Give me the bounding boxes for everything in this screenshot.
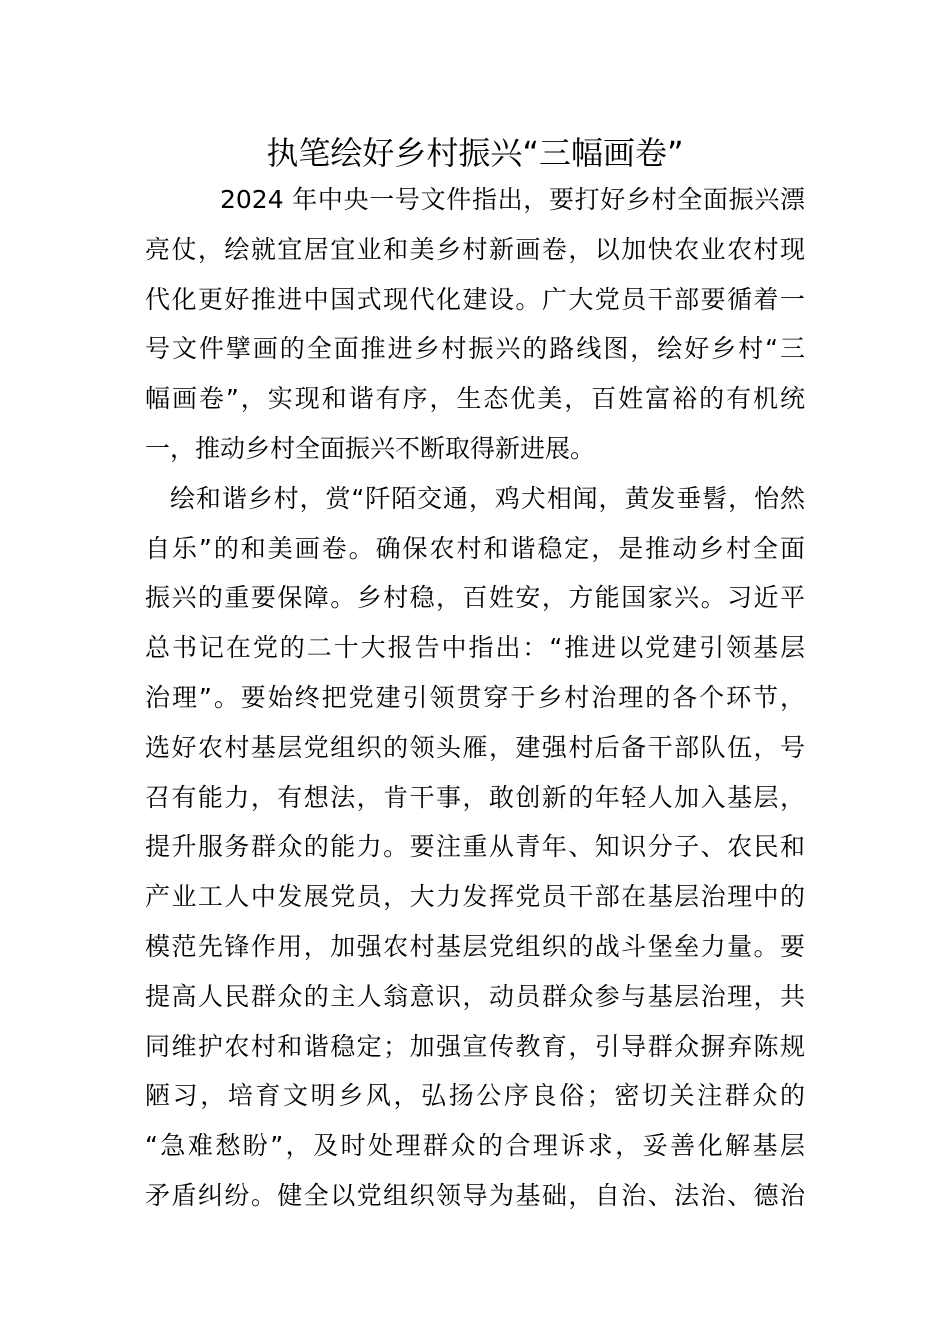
text-line: 总书记在党的二十大报告中指出：“推进以党建引领基层 [145, 633, 805, 663]
paragraph-2 [145, 474, 805, 1221]
text-line: 亮仗，绘就宜居宜业和美乡村新画卷，以加快农业农村现 [145, 234, 805, 264]
text-line: 自乐”的和美画卷。确保农村和谐稳定，是推动乡村全面 [145, 533, 805, 563]
text-line: 幅画卷”，实现和谐有序，生态优美，百姓富裕的有机统 [145, 384, 805, 414]
document-body [145, 175, 805, 1221]
text-line: 振兴的重要保障。乡村稳，百姓安，方能国家兴。习近平 [145, 583, 805, 613]
text-line: 绘和谐乡村，赏“阡陌交通，鸡犬相闻，黄发垂髫，怡然 [170, 483, 805, 513]
text-line: “急难愁盼”，及时处理群众的合理诉求，妥善化解基层 [145, 1131, 805, 1161]
text-line: 治理”。要始终把党建引领贯穿于乡村治理的各个环节， [145, 682, 805, 712]
text-line: 一，推动乡村全面振兴不断取得新进展。 [145, 433, 596, 463]
text-line: 召有能力，有想法，肯干事，敢创新的年轻人加入基层， [145, 782, 805, 812]
text-line: 号文件擘画的全面推进乡村振兴的路线图，绘好乡村“三 [145, 334, 805, 364]
text-line: 2024 年中央一号文件指出，要打好乡村全面振兴漂 [220, 185, 805, 214]
document-title: 执笔绘好乡村振兴“三幅画卷” [266, 134, 684, 172]
text-line: 产业工人中发展党员，大力发挥党员干部在基层治理中的 [145, 882, 805, 912]
text-line: 提升服务群众的能力。要注重从青年、知识分子、农民和 [145, 832, 805, 862]
text-line: 矛盾纠纷。健全以党组织领导为基础，自治、法治、德治 [145, 1180, 805, 1210]
text-line: 模范先锋作用，加强农村基层党组织的战斗堡垒力量。要 [145, 931, 805, 961]
text-line: 提高人民群众的主人翁意识，动员群众参与基层治理，共 [145, 981, 805, 1011]
text-line: 代化更好推进中国式现代化建设。广大党员干部要循着一 [145, 284, 805, 314]
paragraph-1 [145, 175, 805, 474]
text-line: 选好农村基层党组织的领头雁，建强村后备干部队伍，号 [145, 732, 805, 762]
text-line: 陋习，培育文明乡风，弘扬公序良俗；密切关注群众的 [145, 1081, 805, 1111]
text-line: 同维护农村和谐稳定；加强宣传教育，引导群众摒弃陈规 [145, 1031, 805, 1061]
